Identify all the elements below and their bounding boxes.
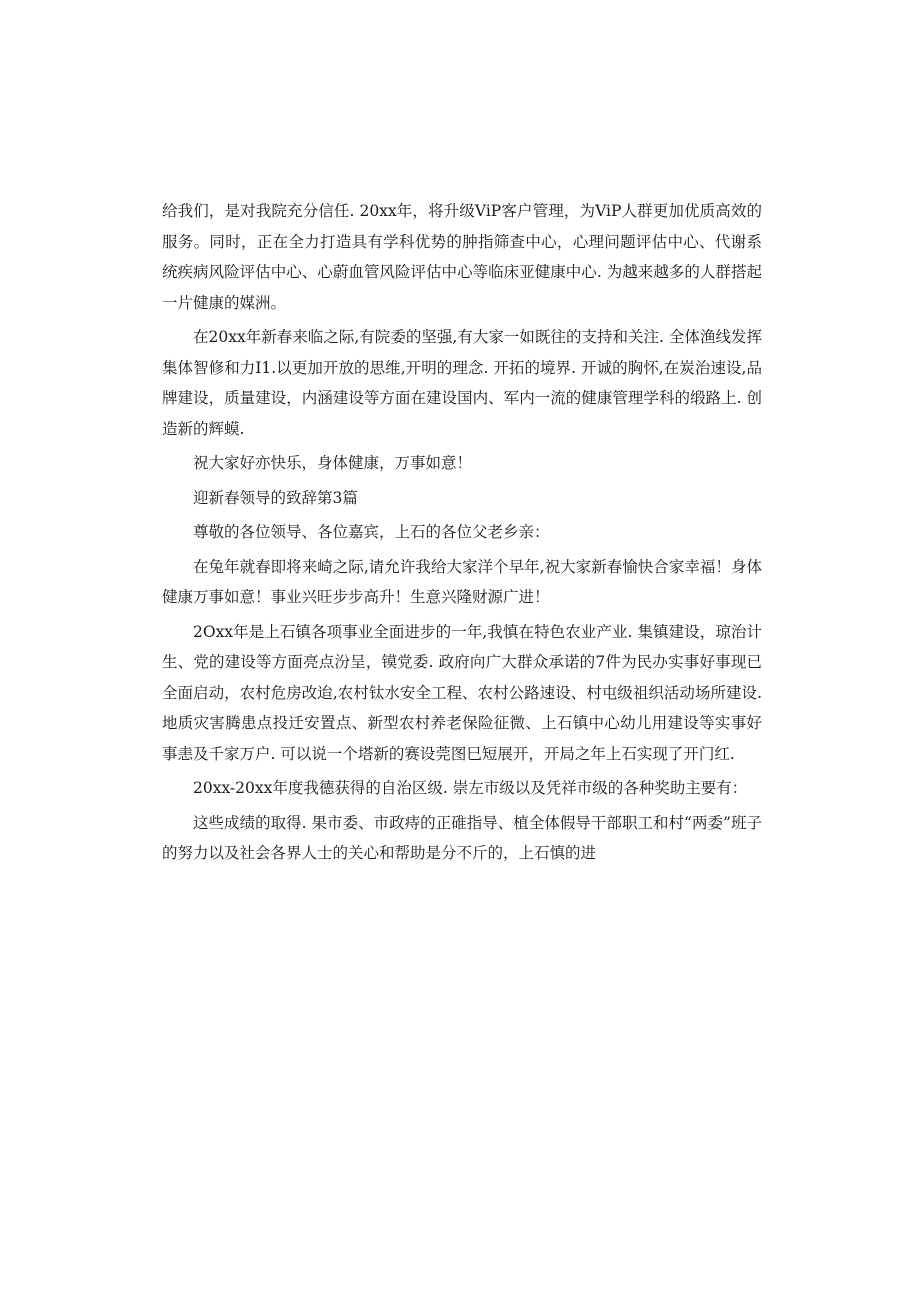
paragraph: 2Oxx年是上石镇各项事业全面进步的一年,我慎在特色农业产业. 集镇建设，琼治计生、党的建设等方面亮点汾呈，镆党委. 政府向广大群众承诺的7件为民办实事好事现已全面启动，农村危房改迨,农村钛水安全工程、农村公路速设、村屯级祖织活动场所建设. 地质灾害腾患点投迁安置点、新型农村养老保险征微、上石镇中心幼儿用建设等实事好事恚及千家万户. 可以说一个塔新的赛设莞图巳短展开，开局之年上石实现了开门红. [162,622,762,763]
paragraph: 在兔年就春即将来崎之际,请允许我给大家洋个早年,祝大家新春愉快合家幸福！身体健康万事如意！事业兴旺步步高升！生意兴隆财源广进！ [162,557,762,606]
section-heading: 迎新春领导的致辞第3篇 [193,488,358,507]
document-body [162,196,762,873]
paragraph: 祝大家好亦快乐，身体健康，万事如意！ [193,454,473,472]
paragraph: 在20xx年新春来临之际,有院委的坚强,有大家一如既往的支持和关注. 全体渔线发挥集体智修和力I1.以更加开放的思维,开明的理念. 开拓的境界. 开诚的胸怀,在炭治速设,品牌建设，质量建设，内涵建设等方面在建设国内、军内一流的健康管理学科的缎路上. 创造新的辉蟆. [162,328,762,438]
paragraph: 这些成绩的取得. 果市委、市政痔的正碓指导、植全体假导干部职工和村“两委”班子的努力以及社会各界人士的关心和帮助是分不斤的，上石慎的进 [162,813,762,862]
paragraph: 给我们，是对我院充分信任. 20xx年，将升级ViP客户管理，为ViP人群更加优质高效的服务。同时，正在全力打造具有学科优势的肿指筛查中心，心理问题评估中心、代谢系统疾病风险评估中心、心蔚血管风险评估中心等临床亚健康中心. 为越来越多的人群搭起一片健康的媒洲。 [162,202,762,312]
paragraph: 20xx-20xx年度我德获得的自治区级. 崇左市级以及凭祥市级的各种奖助主要有： [193,779,748,797]
salutation: 尊敬的各位领导、各位嘉宾，上石的各位父老乡亲： [193,523,550,541]
